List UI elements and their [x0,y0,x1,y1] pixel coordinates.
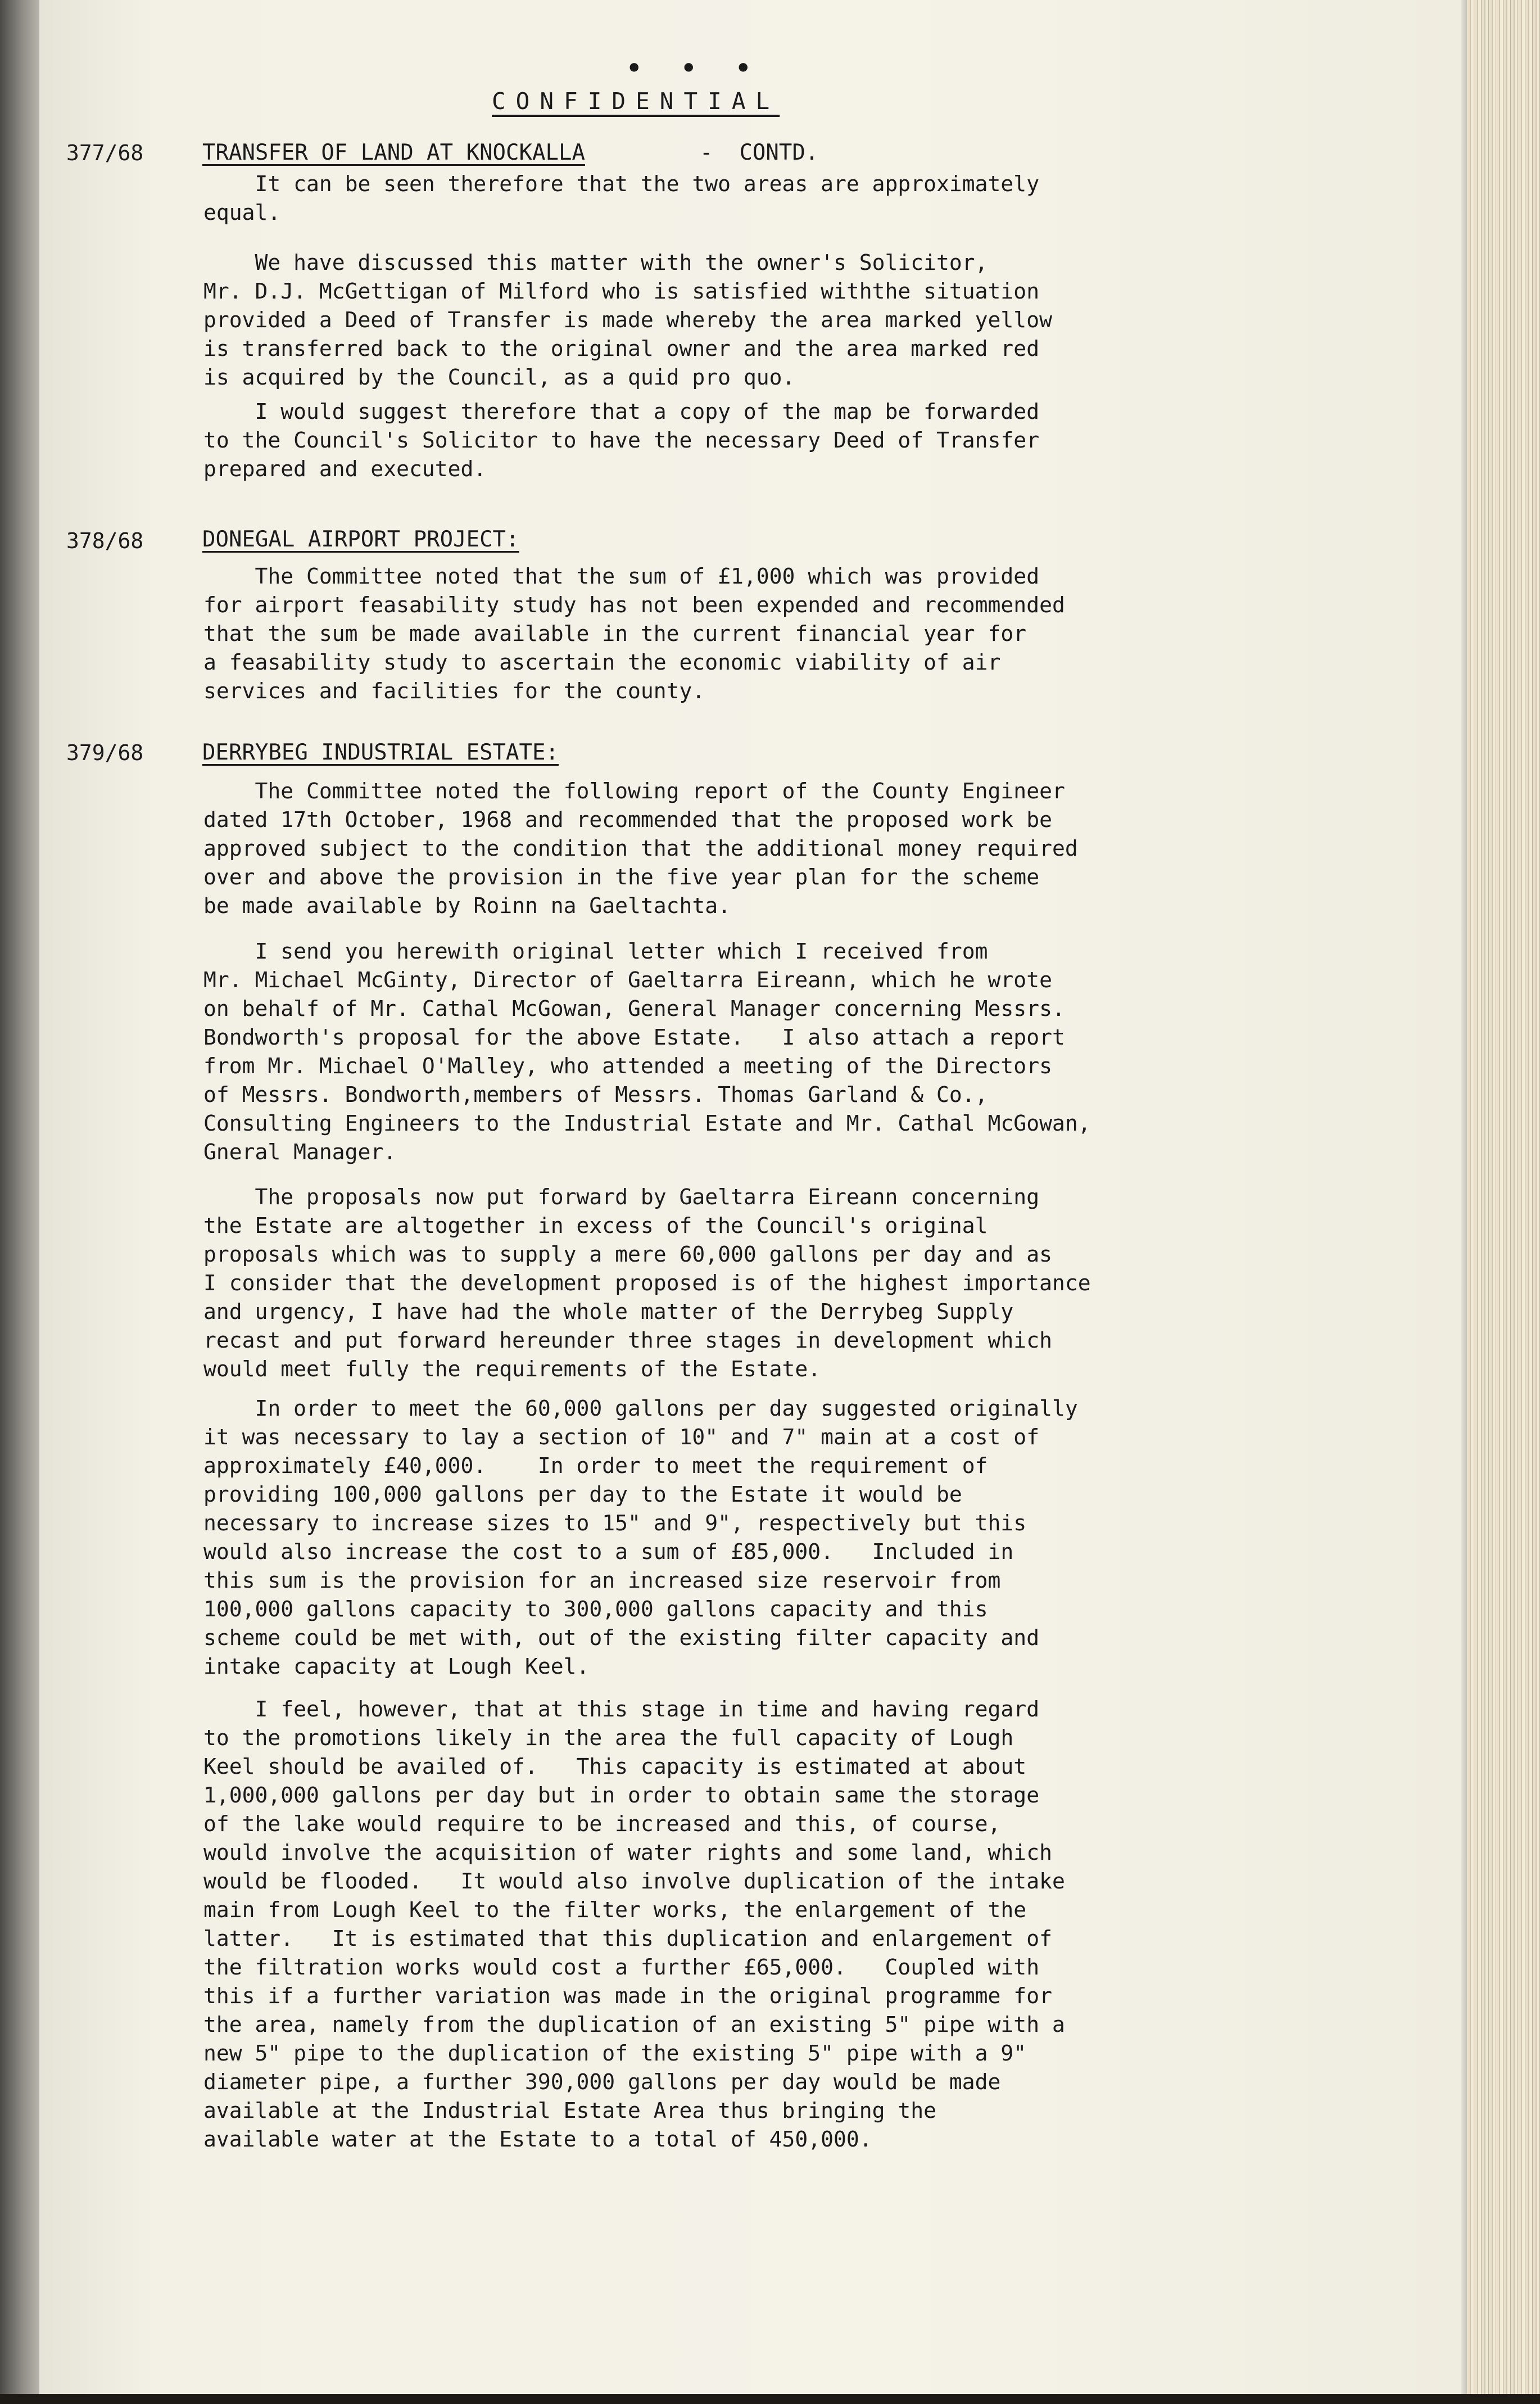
text-line: approximately £40,000. In order to meet the requirement of [203,1453,988,1478]
text-line: the filtration works would cost a further £65,000. Coupled with [203,1955,1040,1980]
text-line: necessary to increase sizes to 15" and 9", respectively but this [203,1511,1027,1535]
paragraph [203,562,1328,706]
item-heading: TRANSFER OF LAND AT KNOCKALLA [202,140,585,165]
text-line: latter. It is estimated that this duplication and enlargement of [203,1926,1052,1951]
text-line: The proposals now put forward by Gaeltarra Eireann concerning [203,1185,1040,1209]
book-page-edges [1467,0,1540,2404]
text-line: I would suggest therefore that a copy of the map be forwarded [203,399,1040,424]
text-line: I consider that the development proposed is of the highest importance [203,1271,1091,1295]
item-heading: DERRYBEG INDUSTRIAL ESTATE: [202,740,559,765]
text-line: would be flooded. It would also involve duplication of the intake [203,1869,1065,1894]
text-line: intake capacity at Lough Keel. [203,1654,590,1679]
text-line: The Committee noted the following report of the County Engineer [203,779,1065,803]
text-line: be made available by Roinn na Gaeltachta. [203,893,731,918]
minute-number: 379/68 [66,740,144,765]
minute-number: 378/68 [66,528,144,553]
text-line: provided a Deed of Transfer is made whereby the area marked yellow [203,308,1052,332]
text-line: to the Council's Solicitor to have the necessary Deed of Transfer [203,428,1040,453]
text-line: I feel, however, that at this stage in time and having regard [203,1697,1040,1721]
paragraph [203,937,1328,1167]
text-line: over and above the provision in the five year plan for the scheme [203,865,1040,889]
text-line: would meet fully the requirements of the Estate. [203,1357,821,1381]
text-line: this if a further variation was made in the original programme for [203,1983,1052,2008]
item-heading: DONEGAL AIRPORT PROJECT: [202,527,519,552]
text-line: equal. [203,200,281,225]
text-line: and urgency, I have had the whole matter of the Derrybeg Supply [203,1299,1014,1324]
text-line: The Committee noted that the sum of £1,000 which was provided [203,564,1040,589]
text-line: 1,000,000 gallons per day but in order to obtain same the storage [203,1783,1040,1807]
text-line: main from Lough Keel to the filter works, the enlargement of the [203,1897,1027,1922]
text-line: proposals which was to supply a mere 60,000 gallons per day and as [203,1242,1052,1267]
paragraph [203,1394,1328,1681]
text-line: scheme could be met with, out of the existing filter capacity and [203,1625,1040,1650]
paragraph [203,1183,1328,1384]
text-line: services and facilities for the county. [203,679,705,703]
text-line: it was necessary to lay a section of 10" and 7" main at a cost of [203,1425,1040,1449]
text-line: that the sum be made available in the current financial year for [203,621,1027,646]
text-line: Consulting Engineers to the Industrial Estate and Mr. Cathal McGowan, [203,1111,1091,1136]
text-line: Mr. Michael McGinty, Director of Gaeltarra Eireann, which he wrote [203,968,1052,992]
bottom-edge [0,2394,1540,2404]
text-line: approved subject to the condition that the additional money required [203,836,1078,861]
paragraph [203,1695,1328,2154]
heading-contd: - CONTD. [700,140,819,165]
confidential-heading: CONFIDENTIAL [492,88,780,115]
text-line: recast and put forward hereunder three stages in development which [203,1328,1052,1353]
text-line: the Estate are altogether in excess of the Council's original [203,1213,988,1238]
text-line: to the promotions likely in the area the full capacity of Lough [203,1725,1014,1750]
header-marks: • • • [627,54,763,83]
text-line: providing 100,000 gallons per day to the Estate it would be [203,1482,962,1507]
paragraph [203,170,1328,227]
text-line: is transferred back to the original owner and the area marked red [203,336,1040,361]
text-line: dated 17th October, 1968 and recommended that the proposed work be [203,807,1052,832]
text-line: available water at the Estate to a total of 450,000. [203,2127,872,2152]
text-line: would also increase the cost to a sum of £85,000. Included in [203,1539,1014,1564]
text-line: the area, namely from the duplication of an existing 5" pipe with a [203,2012,1065,2037]
text-line: new 5" pipe to the duplication of the existing 5" pipe with a 9" [203,2041,1027,2066]
text-line: available at the Industrial Estate Area thus bringing the [203,2098,937,2123]
text-line: It can be seen therefore that the two areas are approximately [203,171,1040,196]
text-line: Bondworth's proposal for the above Estate. I also attach a report [203,1025,1065,1050]
text-line: of Messrs. Bondworth,members of Messrs. Thomas Garland & Co., [203,1082,988,1107]
text-line: this sum is the provision for an increased size reservoir from [203,1568,1001,1593]
paragraph [203,777,1328,920]
text-line: Gneral Manager. [203,1140,397,1164]
text-line: Keel should be availed of. This capacity is estimated at about [203,1754,1027,1779]
text-line: I send you herewith original letter which I received from [203,939,988,964]
text-line: prepared and executed. [203,457,487,481]
text-line: In order to meet the 60,000 gallons per day suggested originally [203,1396,1078,1421]
text-line: a feasability study to ascertain the economic viability of air [203,650,1001,675]
text-line: of the lake would require to be increased and this, of course, [203,1811,1001,1836]
text-line: from Mr. Michael O'Malley, who attended a meeting of the Directors [203,1054,1052,1078]
text-line: on behalf of Mr. Cathal McGowan, General Manager concerning Messrs. [203,996,1065,1021]
text-line: diameter pipe, a further 390,000 gallons per day would be made [203,2069,1001,2094]
paragraph [203,248,1328,392]
text-line: We have discussed this matter with the owner's Solicitor, [203,250,988,275]
paragraph [203,397,1328,483]
text-line: is acquired by the Council, as a quid pro quo. [203,365,795,390]
text-line: Mr. D.J. McGettigan of Milford who is satisfied withthe situation [203,279,1040,304]
text-line: 100,000 gallons capacity to 300,000 gallons capacity and this [203,1597,988,1621]
minute-number: 377/68 [66,141,144,165]
text-line: would involve the acquisition of water rights and some land, which [203,1840,1052,1865]
text-line: for airport feasability study has not been expended and recommended [203,593,1065,617]
